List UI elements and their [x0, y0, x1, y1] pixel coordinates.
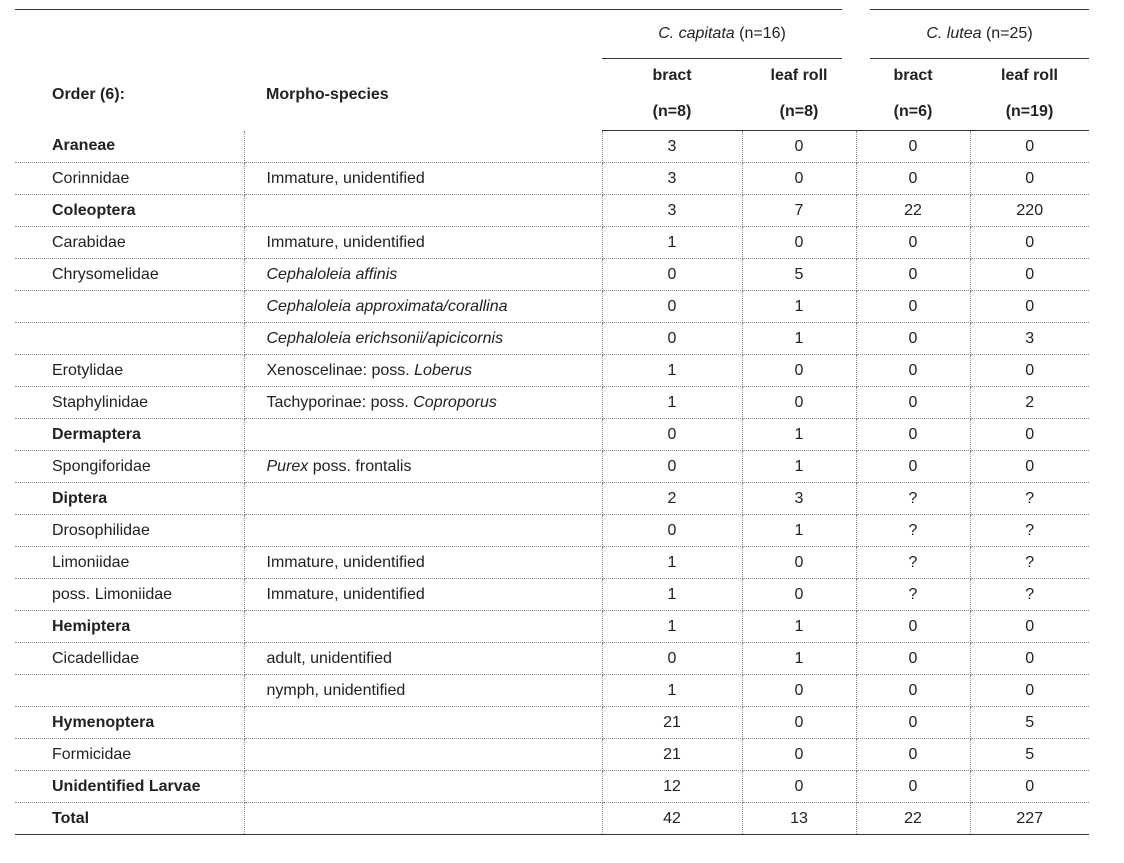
c-lutea-bract-cell: 0	[856, 451, 970, 483]
morpho-cell	[244, 259, 602, 291]
c-lutea-leafroll-cell: 2	[970, 387, 1089, 419]
c-capitata-leafroll-cell: 13	[742, 803, 856, 835]
c-capitata-bract-cell: 0	[602, 323, 742, 355]
c-capitata-leafroll-cell: 3	[742, 483, 856, 515]
c-lutea-bract-cell: ?	[856, 579, 970, 611]
table-row	[15, 547, 1089, 579]
order-cell: poss. Limoniidae	[15, 579, 244, 611]
order-cell: Staphylinidae	[15, 387, 244, 419]
table-row	[15, 323, 1089, 355]
order-cell: Formicidae	[15, 739, 244, 771]
morpho-cell	[244, 771, 602, 803]
col-leafroll-2: leaf roll	[1001, 67, 1058, 84]
c-capitata-bract-cell: 1	[602, 579, 742, 611]
morpho-cell	[244, 643, 602, 675]
table-row	[15, 195, 1089, 227]
c-capitata-bract-cell: 0	[602, 515, 742, 547]
order-cell: Hemiptera	[15, 611, 244, 643]
col-bract-2: bract	[893, 67, 933, 84]
c-lutea-bract-cell: 0	[856, 387, 970, 419]
table-row	[15, 259, 1089, 291]
c-lutea-bract-cell: 0	[856, 707, 970, 739]
c-capitata-bract-cell: 1	[602, 611, 742, 643]
n-col-4: (n=19)	[970, 93, 1089, 131]
c-lutea-leafroll-cell: ?	[970, 547, 1089, 579]
table-row	[15, 515, 1089, 547]
c-capitata-leafroll-cell: 0	[742, 739, 856, 771]
morpho-cell	[244, 291, 602, 323]
c-capitata-leafroll-cell: 1	[742, 419, 856, 451]
group2-species: C. lutea	[926, 25, 982, 42]
table-row	[15, 131, 1089, 163]
morpho-cell	[244, 323, 602, 355]
group1-n: (n=16)	[734, 25, 786, 42]
c-capitata-bract-cell: 0	[602, 643, 742, 675]
table-row	[15, 643, 1089, 675]
c-lutea-leafroll-cell: 5	[970, 739, 1089, 771]
morpho-cell	[244, 355, 602, 387]
morpho-cell	[244, 419, 602, 451]
c-lutea-leafroll-cell: 0	[970, 227, 1089, 259]
c-lutea-leafroll-cell: 0	[970, 291, 1089, 323]
table-row	[15, 291, 1089, 323]
morpho-cell	[244, 579, 602, 611]
c-lutea-leafroll-cell: 0	[970, 355, 1089, 387]
c-lutea-bract-cell: ?	[856, 547, 970, 579]
morpho-text: nymph, unidentified	[266, 681, 406, 699]
c-lutea-bract-cell: 0	[856, 227, 970, 259]
morpho-cell	[244, 803, 602, 835]
c-lutea-bract-cell: 0	[856, 291, 970, 323]
c-lutea-bract-cell: 0	[856, 739, 970, 771]
c-capitata-leafroll-cell: 0	[742, 131, 856, 163]
c-capitata-leafroll-cell: 7	[742, 195, 856, 227]
c-capitata-leafroll-cell: 1	[742, 291, 856, 323]
morpho-text: Tachyporinae: poss.	[266, 393, 414, 411]
c-capitata-bract-cell: 1	[602, 675, 742, 707]
c-lutea-leafroll-cell: 3	[970, 323, 1089, 355]
morpho-cell	[244, 195, 602, 227]
c-lutea-leafroll-cell: 0	[970, 131, 1089, 163]
c-capitata-bract-cell: 0	[602, 259, 742, 291]
morpho-text: Immature, unidentified	[266, 585, 425, 603]
order-cell: Total	[15, 803, 244, 835]
order-cell: Spongiforidae	[15, 451, 244, 483]
c-capitata-leafroll-cell: 1	[742, 323, 856, 355]
n-col-2: (n=8)	[742, 93, 856, 131]
order-cell: Dermaptera	[15, 419, 244, 451]
table-header	[15, 10, 1089, 131]
c-capitata-bract-cell: 3	[602, 195, 742, 227]
morpho-taxon: Cephaloleia erichsonii/apicicornis	[266, 329, 504, 347]
table-row	[15, 707, 1089, 739]
c-capitata-bract-cell: 1	[602, 387, 742, 419]
order-cell: Corinnidae	[15, 163, 244, 195]
morpho-cell	[244, 739, 602, 771]
c-capitata-bract-cell: 1	[602, 355, 742, 387]
table-row	[15, 451, 1089, 483]
c-lutea-leafroll-cell: 0	[970, 419, 1089, 451]
c-capitata-bract-cell: 0	[602, 451, 742, 483]
morpho-text: Immature, unidentified	[266, 553, 425, 571]
c-capitata-leafroll-cell: 0	[742, 707, 856, 739]
group1-species: C. capitata	[658, 25, 735, 42]
morpho-cell	[244, 451, 602, 483]
c-lutea-leafroll-cell: 0	[970, 643, 1089, 675]
order-cell	[15, 291, 244, 323]
order-cell: Diptera	[15, 483, 244, 515]
c-capitata-bract-cell: 0	[602, 291, 742, 323]
morpho-cell	[244, 131, 602, 163]
order-cell: Carabidae	[15, 227, 244, 259]
c-capitata-leafroll-cell: 0	[742, 579, 856, 611]
c-lutea-bract-cell: 0	[856, 355, 970, 387]
table-row	[15, 675, 1089, 707]
table-row	[15, 739, 1089, 771]
morpho-text: adult, unidentified	[266, 649, 392, 667]
c-capitata-leafroll-cell: 1	[742, 611, 856, 643]
c-capitata-leafroll-cell: 0	[742, 163, 856, 195]
c-capitata-leafroll-cell: 0	[742, 675, 856, 707]
morpho-cell	[244, 547, 602, 579]
order-cell: Hymenoptera	[15, 707, 244, 739]
c-capitata-bract-cell: 3	[602, 163, 742, 195]
c-capitata-leafroll-cell: 0	[742, 355, 856, 387]
morpho-cell	[244, 163, 602, 195]
c-lutea-bract-cell: 0	[856, 419, 970, 451]
table-row	[15, 771, 1089, 803]
c-capitata-bract-cell: 3	[602, 131, 742, 163]
c-lutea-leafroll-cell: ?	[970, 483, 1089, 515]
c-capitata-bract-cell: 1	[602, 227, 742, 259]
order-header: Order (6):	[52, 85, 125, 103]
c-lutea-bract-cell: ?	[856, 483, 970, 515]
c-capitata-bract-cell: 12	[602, 771, 742, 803]
group-header-c-capitata	[602, 10, 856, 59]
table-row	[15, 803, 1089, 835]
table-row	[15, 227, 1089, 259]
c-capitata-leafroll-cell: 0	[742, 387, 856, 419]
morpho-text: Xenoscelinae: poss.	[266, 361, 415, 379]
c-capitata-leafroll-cell: 0	[742, 547, 856, 579]
morpho-taxon: Cephaloleia affinis	[266, 265, 398, 283]
c-lutea-leafroll-cell: 220	[970, 195, 1089, 227]
morpho-taxon: Purex	[266, 457, 309, 475]
c-lutea-bract-cell: 0	[856, 131, 970, 163]
c-lutea-bract-cell: 0	[856, 163, 970, 195]
table-row	[15, 163, 1089, 195]
c-capitata-leafroll-cell: 0	[742, 771, 856, 803]
c-lutea-bract-cell: ?	[856, 515, 970, 547]
c-lutea-leafroll-cell: ?	[970, 515, 1089, 547]
order-cell: Limoniidae	[15, 547, 244, 579]
morpho-cell	[244, 483, 602, 515]
c-capitata-bract-cell: 42	[602, 803, 742, 835]
morpho-text: Immature, unidentified	[266, 233, 425, 251]
c-capitata-leafroll-cell: 1	[742, 515, 856, 547]
order-cell: Cicadellidae	[15, 643, 244, 675]
col-leafroll-1: leaf roll	[770, 67, 828, 84]
c-lutea-bract-cell: 22	[856, 803, 970, 835]
c-capitata-leafroll-cell: 1	[742, 643, 856, 675]
c-capitata-leafroll-cell: 5	[742, 259, 856, 291]
group-header-c-lutea	[856, 10, 1089, 59]
c-capitata-bract-cell: 21	[602, 707, 742, 739]
morpho-cell	[244, 227, 602, 259]
n-col-1: (n=8)	[602, 93, 742, 131]
morpho-taxon: Loberus	[414, 361, 472, 379]
c-capitata-bract-cell: 0	[602, 419, 742, 451]
table-row	[15, 355, 1089, 387]
order-cell: Araneae	[15, 131, 244, 163]
table-row	[15, 387, 1089, 419]
order-cell: Drosophilidae	[15, 515, 244, 547]
c-capitata-leafroll-cell: 0	[742, 227, 856, 259]
table-row	[15, 611, 1089, 643]
c-lutea-leafroll-cell: 5	[970, 707, 1089, 739]
c-lutea-leafroll-cell: 0	[970, 771, 1089, 803]
arthropod-table	[15, 9, 1089, 835]
c-capitata-bract-cell: 2	[602, 483, 742, 515]
order-cell: Coleoptera	[15, 195, 244, 227]
c-capitata-bract-cell: 21	[602, 739, 742, 771]
morpho-text: Immature, unidentified	[266, 169, 425, 187]
table-row	[15, 419, 1089, 451]
morpho-cell	[244, 675, 602, 707]
c-capitata-bract-cell: 1	[602, 547, 742, 579]
morpho-cell	[244, 515, 602, 547]
c-lutea-bract-cell: 0	[856, 643, 970, 675]
c-lutea-bract-cell: 0	[856, 259, 970, 291]
c-lutea-bract-cell: 0	[856, 675, 970, 707]
order-cell: Unidentified Larvae	[15, 771, 244, 803]
c-lutea-leafroll-cell: 0	[970, 163, 1089, 195]
c-lutea-bract-cell: 0	[856, 771, 970, 803]
morpho-taxon: Coproporus	[413, 393, 497, 411]
morpho-cell	[244, 387, 602, 419]
c-lutea-bract-cell: 0	[856, 611, 970, 643]
c-lutea-leafroll-cell: 0	[970, 611, 1089, 643]
c-lutea-leafroll-cell: 0	[970, 451, 1089, 483]
table-row	[15, 483, 1089, 515]
morpho-cell	[244, 611, 602, 643]
c-lutea-leafroll-cell: 227	[970, 803, 1089, 835]
morpho-header: Morpho-species	[266, 85, 389, 103]
c-lutea-leafroll-cell: 0	[970, 259, 1089, 291]
morpho-suffix: poss. frontalis	[308, 457, 412, 475]
c-capitata-leafroll-cell: 1	[742, 451, 856, 483]
c-lutea-leafroll-cell: ?	[970, 579, 1089, 611]
morpho-taxon: Cephaloleia approximata/corallina	[266, 297, 508, 315]
morpho-cell	[244, 707, 602, 739]
c-lutea-bract-cell: 0	[856, 323, 970, 355]
table-row	[15, 579, 1089, 611]
order-cell: Erotylidae	[15, 355, 244, 387]
order-cell	[15, 675, 244, 707]
c-lutea-bract-cell: 22	[856, 195, 970, 227]
table-body	[15, 131, 1089, 835]
order-cell	[15, 323, 244, 355]
order-cell: Chrysomelidae	[15, 259, 244, 291]
c-lutea-leafroll-cell: 0	[970, 675, 1089, 707]
n-col-3: (n=6)	[856, 93, 970, 131]
group2-n: (n=25)	[981, 25, 1033, 42]
col-bract-1: bract	[652, 67, 692, 84]
